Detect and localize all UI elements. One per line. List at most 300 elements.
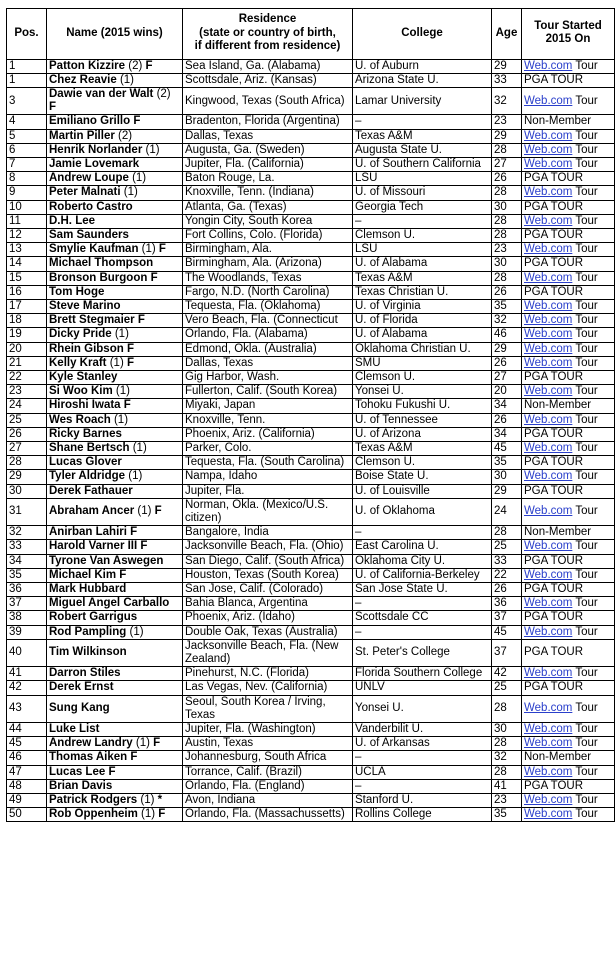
cell-age: 33 — [492, 554, 522, 568]
player-name-text: Dawie van der Walt — [49, 87, 154, 100]
cell-position: 21 — [7, 356, 47, 370]
cell-tour-started — [522, 765, 615, 779]
tour-status-text: PGA TOUR — [524, 646, 584, 659]
cell-position: 45 — [7, 737, 47, 751]
player-name-text: Miguel Angel Carballo — [49, 597, 170, 610]
cell-player-name — [47, 526, 183, 540]
webcom-link[interactable]: Web.com — [524, 597, 573, 610]
cell-position: 46 — [7, 751, 47, 765]
cell-college: – — [353, 214, 492, 228]
cell-residence: Birmingham, Ala. — [183, 243, 353, 257]
cell-tour-started — [522, 73, 615, 87]
column-header-name: Name (2015 wins) — [47, 9, 183, 60]
webcom-link[interactable]: Web.com — [524, 625, 573, 638]
cell-residence: Scottsdale, Ariz. (Kansas) — [183, 73, 353, 87]
tour-status-text: PGA TOUR — [524, 611, 584, 624]
table-row — [7, 172, 615, 186]
cell-age: 27 — [492, 157, 522, 171]
table-body — [7, 59, 615, 822]
webcom-link[interactable]: Web.com — [524, 314, 573, 327]
cell-player-name — [47, 356, 183, 370]
cell-residence: Phoenix, Ariz. (California) — [183, 427, 353, 441]
cell-player-name — [47, 186, 183, 200]
cell-tour-started — [522, 115, 615, 129]
cell-age: 29 — [492, 342, 522, 356]
tour-suffix-text: Tour — [572, 505, 598, 518]
cell-tour-started — [522, 370, 615, 384]
cell-college: U. of Virginia — [353, 299, 492, 313]
cell-college: UCLA — [353, 765, 492, 779]
player-name-text: Andrew Loupe — [49, 172, 129, 185]
player-flag-marker: F — [116, 568, 127, 581]
player-flag-marker: F — [147, 271, 158, 284]
cell-college: LSU — [353, 243, 492, 257]
cell-residence: Edmond, Okla. (Australia) — [183, 342, 353, 356]
cell-age: 34 — [492, 399, 522, 413]
player-name-text: Patrick Rodgers — [49, 794, 138, 807]
table-row — [7, 639, 615, 666]
player-name-text: Anirban Lahiri — [49, 526, 127, 539]
cell-college: Augusta State U. — [353, 143, 492, 157]
player-wins-text: (2) — [125, 59, 143, 72]
cell-residence: Austin, Texas — [183, 737, 353, 751]
cell-college: Florida Southern College — [353, 667, 492, 681]
cell-age: 35 — [492, 456, 522, 470]
cell-residence: Kingwood, Texas (South Africa) — [183, 87, 353, 114]
column-header-residence — [183, 9, 353, 60]
cell-tour-started — [522, 328, 615, 342]
cell-residence: Parker, Colo. — [183, 441, 353, 455]
cell-player-name — [47, 172, 183, 186]
player-name-text: Henrik Norlander — [49, 143, 143, 156]
webcom-link[interactable]: Web.com — [524, 441, 573, 454]
cell-player-name — [47, 73, 183, 87]
cell-college: U. of Missouri — [353, 186, 492, 200]
column-header-tour-started — [522, 9, 615, 60]
cell-residence: Birmingham, Ala. (Arizona) — [183, 257, 353, 271]
cell-player-name — [47, 299, 183, 313]
tour-status-text: PGA TOUR — [524, 200, 584, 213]
table-row — [7, 540, 615, 554]
tour-status-text: PGA TOUR — [524, 456, 584, 469]
tour-header-line2: 2015 On — [545, 33, 591, 46]
webcom-link[interactable]: Web.com — [524, 667, 573, 680]
cell-age: 22 — [492, 568, 522, 582]
webcom-link[interactable]: Web.com — [524, 243, 573, 256]
table-row — [7, 200, 615, 214]
cell-age: 29 — [492, 484, 522, 498]
tour-suffix-text: Tour — [572, 794, 598, 807]
player-name-text: Lucas Lee — [49, 765, 106, 778]
cell-age: 28 — [492, 526, 522, 540]
player-name-text: Rod Pampling — [49, 625, 127, 638]
player-flag-marker: F — [155, 243, 166, 256]
cell-age: 41 — [492, 779, 522, 793]
cell-tour-started — [522, 737, 615, 751]
cell-age: 46 — [492, 328, 522, 342]
cell-age: 28 — [492, 695, 522, 722]
table-row — [7, 129, 615, 143]
cell-age: 29 — [492, 59, 522, 73]
cell-player-name — [47, 441, 183, 455]
cell-residence: Bradenton, Florida (Argentina) — [183, 115, 353, 129]
player-name-text: Harold Varner III — [49, 540, 138, 553]
cell-residence: Jacksonville Beach, Fla. (New Zealand) — [183, 639, 353, 666]
cell-age: 26 — [492, 285, 522, 299]
cell-position: 11 — [7, 214, 47, 228]
cell-college: Tohoku Fukushi U. — [353, 399, 492, 413]
webcom-link[interactable]: Web.com — [524, 356, 573, 369]
player-wins-text: (1) — [142, 143, 160, 156]
tour-suffix-text: Tour — [572, 243, 598, 256]
cell-residence: Norman, Okla. (Mexico/U.S. citizen) — [183, 498, 353, 525]
player-wins-text: (1) — [111, 328, 129, 341]
cell-tour-started — [522, 243, 615, 257]
player-name-text: Chez Reavie — [49, 73, 117, 86]
cell-player-name — [47, 498, 183, 525]
webcom-link[interactable]: Web.com — [524, 186, 573, 199]
cell-player-name — [47, 314, 183, 328]
cell-player-name — [47, 228, 183, 242]
cell-age: 30 — [492, 257, 522, 271]
cell-player-name — [47, 723, 183, 737]
cell-college: – — [353, 115, 492, 129]
cell-position: 13 — [7, 243, 47, 257]
player-flag-marker: F — [123, 342, 134, 355]
cell-residence: Tequesta, Fla. (Oklahoma) — [183, 299, 353, 313]
table-row — [7, 737, 615, 751]
cell-residence: Jupiter, Fla. (Washington) — [183, 723, 353, 737]
cell-position: 48 — [7, 779, 47, 793]
cell-college: Arizona State U. — [353, 73, 492, 87]
player-wins-text: (1) — [137, 808, 156, 821]
player-name-text: Ricky Barnes — [49, 427, 122, 440]
webcom-link[interactable]: Web.com — [524, 765, 573, 778]
webcom-link[interactable]: Web.com — [524, 214, 573, 227]
webcom-link[interactable]: Web.com — [524, 328, 573, 341]
player-wins-text: (1) — [112, 385, 130, 398]
cell-age: 37 — [492, 639, 522, 666]
tour-status-text: PGA TOUR — [524, 484, 584, 497]
tour-status-text: PGA TOUR — [524, 554, 584, 567]
cell-position: 25 — [7, 413, 47, 427]
cell-college: Yonsei U. — [353, 385, 492, 399]
cell-tour-started — [522, 540, 615, 554]
cell-age: 32 — [492, 751, 522, 765]
cell-player-name — [47, 583, 183, 597]
tour-suffix-text: Tour — [572, 413, 598, 426]
cell-college: LSU — [353, 172, 492, 186]
cell-college: St. Peter's College — [353, 639, 492, 666]
cell-age: 28 — [492, 214, 522, 228]
cell-position: 33 — [7, 540, 47, 554]
cell-tour-started — [522, 399, 615, 413]
player-name-text: Martin Piller — [49, 129, 115, 142]
cell-tour-started — [522, 271, 615, 285]
cell-position: 26 — [7, 427, 47, 441]
webcom-link[interactable]: Web.com — [524, 470, 573, 483]
cell-player-name — [47, 143, 183, 157]
cell-position: 27 — [7, 441, 47, 455]
cell-player-name — [47, 639, 183, 666]
webcom-link[interactable]: Web.com — [524, 385, 573, 398]
player-name-text: Brett Stegmaier — [49, 314, 135, 327]
cell-residence: Bahia Blanca, Argentina — [183, 597, 353, 611]
cell-age: 32 — [492, 87, 522, 114]
cell-residence: Knoxville, Tenn. (Indiana) — [183, 186, 353, 200]
table-row — [7, 186, 615, 200]
player-name-text: Bronson Burgoon — [49, 271, 148, 284]
player-name-text: Dicky Pride — [49, 328, 112, 341]
cell-residence: Augusta, Ga. (Sweden) — [183, 143, 353, 157]
cell-position: 15 — [7, 271, 47, 285]
cell-residence: San Jose, Calif. (Colorado) — [183, 583, 353, 597]
cell-position: 9 — [7, 186, 47, 200]
cell-tour-started — [522, 681, 615, 695]
tour-suffix-text: Tour — [572, 540, 598, 553]
table-row — [7, 427, 615, 441]
webcom-link[interactable]: Web.com — [524, 299, 573, 312]
cell-player-name — [47, 540, 183, 554]
tour-suffix-text: Tour — [572, 737, 598, 750]
player-name-text: Luke List — [49, 723, 100, 736]
cell-age: 30 — [492, 723, 522, 737]
cell-tour-started — [522, 611, 615, 625]
webcom-link[interactable]: Web.com — [524, 505, 573, 518]
cell-player-name — [47, 129, 183, 143]
webcom-link[interactable]: Web.com — [524, 702, 573, 715]
cell-college: Texas Christian U. — [353, 285, 492, 299]
cell-position: 43 — [7, 695, 47, 722]
cell-college: – — [353, 526, 492, 540]
cell-tour-started — [522, 129, 615, 143]
table-row — [7, 314, 615, 328]
cell-tour-started — [522, 484, 615, 498]
cell-player-name — [47, 765, 183, 779]
cell-player-name — [47, 59, 183, 73]
webcom-link[interactable]: Web.com — [524, 59, 573, 72]
player-wins-text: (2) — [114, 129, 133, 142]
cell-college: U. of Tennessee — [353, 413, 492, 427]
cell-tour-started — [522, 639, 615, 666]
cell-tour-started — [522, 157, 615, 171]
cell-player-name — [47, 681, 183, 695]
table-row — [7, 808, 615, 822]
cell-player-name — [47, 370, 183, 384]
webcom-link[interactable]: Web.com — [524, 342, 573, 355]
cell-position: 37 — [7, 597, 47, 611]
cell-player-name — [47, 257, 183, 271]
player-wins-text: (1) — [125, 470, 143, 483]
cell-tour-started — [522, 526, 615, 540]
player-name-text: Jamie Lovemark — [49, 157, 140, 170]
player-wins-text: (1) — [132, 737, 150, 750]
cell-tour-started — [522, 625, 615, 639]
tour-suffix-text: Tour — [572, 765, 598, 778]
cell-residence: Las Vegas, Nev. (California) — [183, 681, 353, 695]
tour-status-text: Non-Member — [524, 115, 592, 128]
cell-college: – — [353, 779, 492, 793]
table-row — [7, 59, 615, 73]
webcom-link[interactable]: Web.com — [524, 129, 573, 142]
player-name-text: Smylie Kaufman — [49, 243, 139, 256]
cell-player-name — [47, 342, 183, 356]
tour-suffix-text: Tour — [572, 667, 598, 680]
table-row — [7, 765, 615, 779]
tour-suffix-text: Tour — [572, 59, 598, 72]
webcom-link[interactable]: Web.com — [524, 94, 573, 107]
cell-player-name — [47, 399, 183, 413]
cell-tour-started — [522, 583, 615, 597]
table-row — [7, 441, 615, 455]
table-row — [7, 779, 615, 793]
webcom-link[interactable]: Web.com — [524, 143, 573, 156]
cell-player-name — [47, 779, 183, 793]
cell-position: 44 — [7, 723, 47, 737]
cell-position: 6 — [7, 143, 47, 157]
cell-residence: San Diego, Calif. (South Africa) — [183, 554, 353, 568]
player-flag-marker: F — [151, 505, 162, 518]
cell-age: 36 — [492, 597, 522, 611]
table-row — [7, 87, 615, 114]
cell-player-name — [47, 285, 183, 299]
player-name-text: Robert Garrigus — [49, 611, 138, 624]
cell-position: 14 — [7, 257, 47, 271]
player-wins-text: (1) — [106, 356, 124, 369]
player-name-text: Kelly Kraft — [49, 356, 107, 369]
cell-residence: Atlanta, Ga. (Texas) — [183, 200, 353, 214]
player-name-text: Abraham Ancer — [49, 505, 135, 518]
cell-college: U. of Oklahoma — [353, 498, 492, 525]
player-name-text: Tom Hoge — [49, 285, 105, 298]
cell-position: 47 — [7, 765, 47, 779]
cell-age: 23 — [492, 243, 522, 257]
webcom-link[interactable]: Web.com — [524, 271, 573, 284]
player-flag-marker: F — [127, 751, 138, 764]
table-row — [7, 257, 615, 271]
tour-status-text: PGA TOUR — [524, 583, 584, 596]
player-name-text: Rob Oppenheim — [49, 808, 138, 821]
cell-college: Texas A&M — [353, 441, 492, 455]
webcom-link[interactable]: Web.com — [524, 808, 573, 821]
cell-residence: Gig Harbor, Wash. — [183, 370, 353, 384]
cell-college: Clemson U. — [353, 370, 492, 384]
webcom-link[interactable]: Web.com — [524, 540, 573, 553]
cell-residence: Miyaki, Japan — [183, 399, 353, 413]
cell-position: 5 — [7, 129, 47, 143]
cell-player-name — [47, 243, 183, 257]
player-flag-marker: F — [130, 115, 141, 128]
table-row — [7, 115, 615, 129]
webcom-link[interactable]: Web.com — [524, 157, 573, 170]
cell-position: 28 — [7, 456, 47, 470]
player-flag-marker: F — [134, 314, 145, 327]
cell-residence: Baton Rouge, La. — [183, 172, 353, 186]
cell-position: 3 — [7, 87, 47, 114]
cell-tour-started — [522, 186, 615, 200]
cell-college: Yonsei U. — [353, 695, 492, 722]
cell-age: 26 — [492, 583, 522, 597]
player-wins-text: (2) — [153, 87, 171, 100]
tour-suffix-text: Tour — [572, 299, 598, 312]
cell-tour-started — [522, 143, 615, 157]
player-name-text: Wes Roach — [49, 413, 111, 426]
cell-age: 26 — [492, 172, 522, 186]
tour-status-text: PGA TOUR — [524, 779, 584, 792]
cell-residence: Knoxville, Tenn. — [183, 413, 353, 427]
cell-tour-started — [522, 59, 615, 73]
cell-tour-started — [522, 794, 615, 808]
cell-residence: Jupiter, Fla. — [183, 484, 353, 498]
cell-position: 49 — [7, 794, 47, 808]
player-name-text: Si Woo Kim — [49, 385, 113, 398]
cell-tour-started — [522, 200, 615, 214]
cell-player-name — [47, 271, 183, 285]
cell-position: 7 — [7, 157, 47, 171]
cell-player-name — [47, 157, 183, 171]
webcom-link[interactable]: Web.com — [524, 568, 573, 581]
cell-player-name — [47, 554, 183, 568]
tour-suffix-text: Tour — [572, 441, 598, 454]
player-flag-marker: F — [149, 737, 161, 750]
residence-header-line2: (state or country of birth, — [199, 26, 336, 39]
cell-college: Clemson U. — [353, 456, 492, 470]
cell-tour-started — [522, 342, 615, 356]
tour-status-text: PGA TOUR — [524, 285, 584, 298]
player-wins-text: (1) — [126, 625, 144, 638]
cell-tour-started — [522, 470, 615, 484]
table-row — [7, 498, 615, 525]
webcom-link[interactable]: Web.com — [524, 737, 573, 750]
cell-position: 23 — [7, 385, 47, 399]
cell-residence: The Woodlands, Texas — [183, 271, 353, 285]
table-row — [7, 667, 615, 681]
cell-residence: Seoul, South Korea / Irving, Texas — [183, 695, 353, 722]
cell-player-name — [47, 413, 183, 427]
tour-suffix-text: Tour — [572, 143, 598, 156]
table-row — [7, 583, 615, 597]
player-name-text: Lucas Glover — [49, 456, 122, 469]
player-name-text: Roberto Castro — [49, 200, 133, 213]
cell-age: 29 — [492, 129, 522, 143]
cell-age: 32 — [492, 314, 522, 328]
cell-player-name — [47, 597, 183, 611]
cell-tour-started — [522, 172, 615, 186]
cell-player-name — [47, 808, 183, 822]
webcom-link[interactable]: Web.com — [524, 413, 573, 426]
tour-suffix-text: Tour — [572, 214, 598, 227]
table-row — [7, 554, 615, 568]
tour-suffix-text: Tour — [572, 314, 598, 327]
cell-age: 25 — [492, 540, 522, 554]
cell-college: U. of Arkansas — [353, 737, 492, 751]
table-row — [7, 299, 615, 313]
column-header-pos: Pos. — [7, 9, 47, 60]
tour-suffix-text: Tour — [572, 129, 598, 142]
cell-age: 23 — [492, 115, 522, 129]
tour-status-text: Non-Member — [524, 751, 592, 764]
cell-tour-started — [522, 314, 615, 328]
cell-residence: Nampa, Idaho — [183, 470, 353, 484]
cell-position: 1 — [7, 73, 47, 87]
tour-suffix-text: Tour — [572, 625, 598, 638]
cell-age: 26 — [492, 356, 522, 370]
webcom-link[interactable]: Web.com — [524, 723, 573, 736]
table-row — [7, 723, 615, 737]
webcom-link[interactable]: Web.com — [524, 794, 573, 807]
cell-residence: Torrance, Calif. (Brazil) — [183, 765, 353, 779]
player-name-text: Brian Davis — [49, 779, 113, 792]
